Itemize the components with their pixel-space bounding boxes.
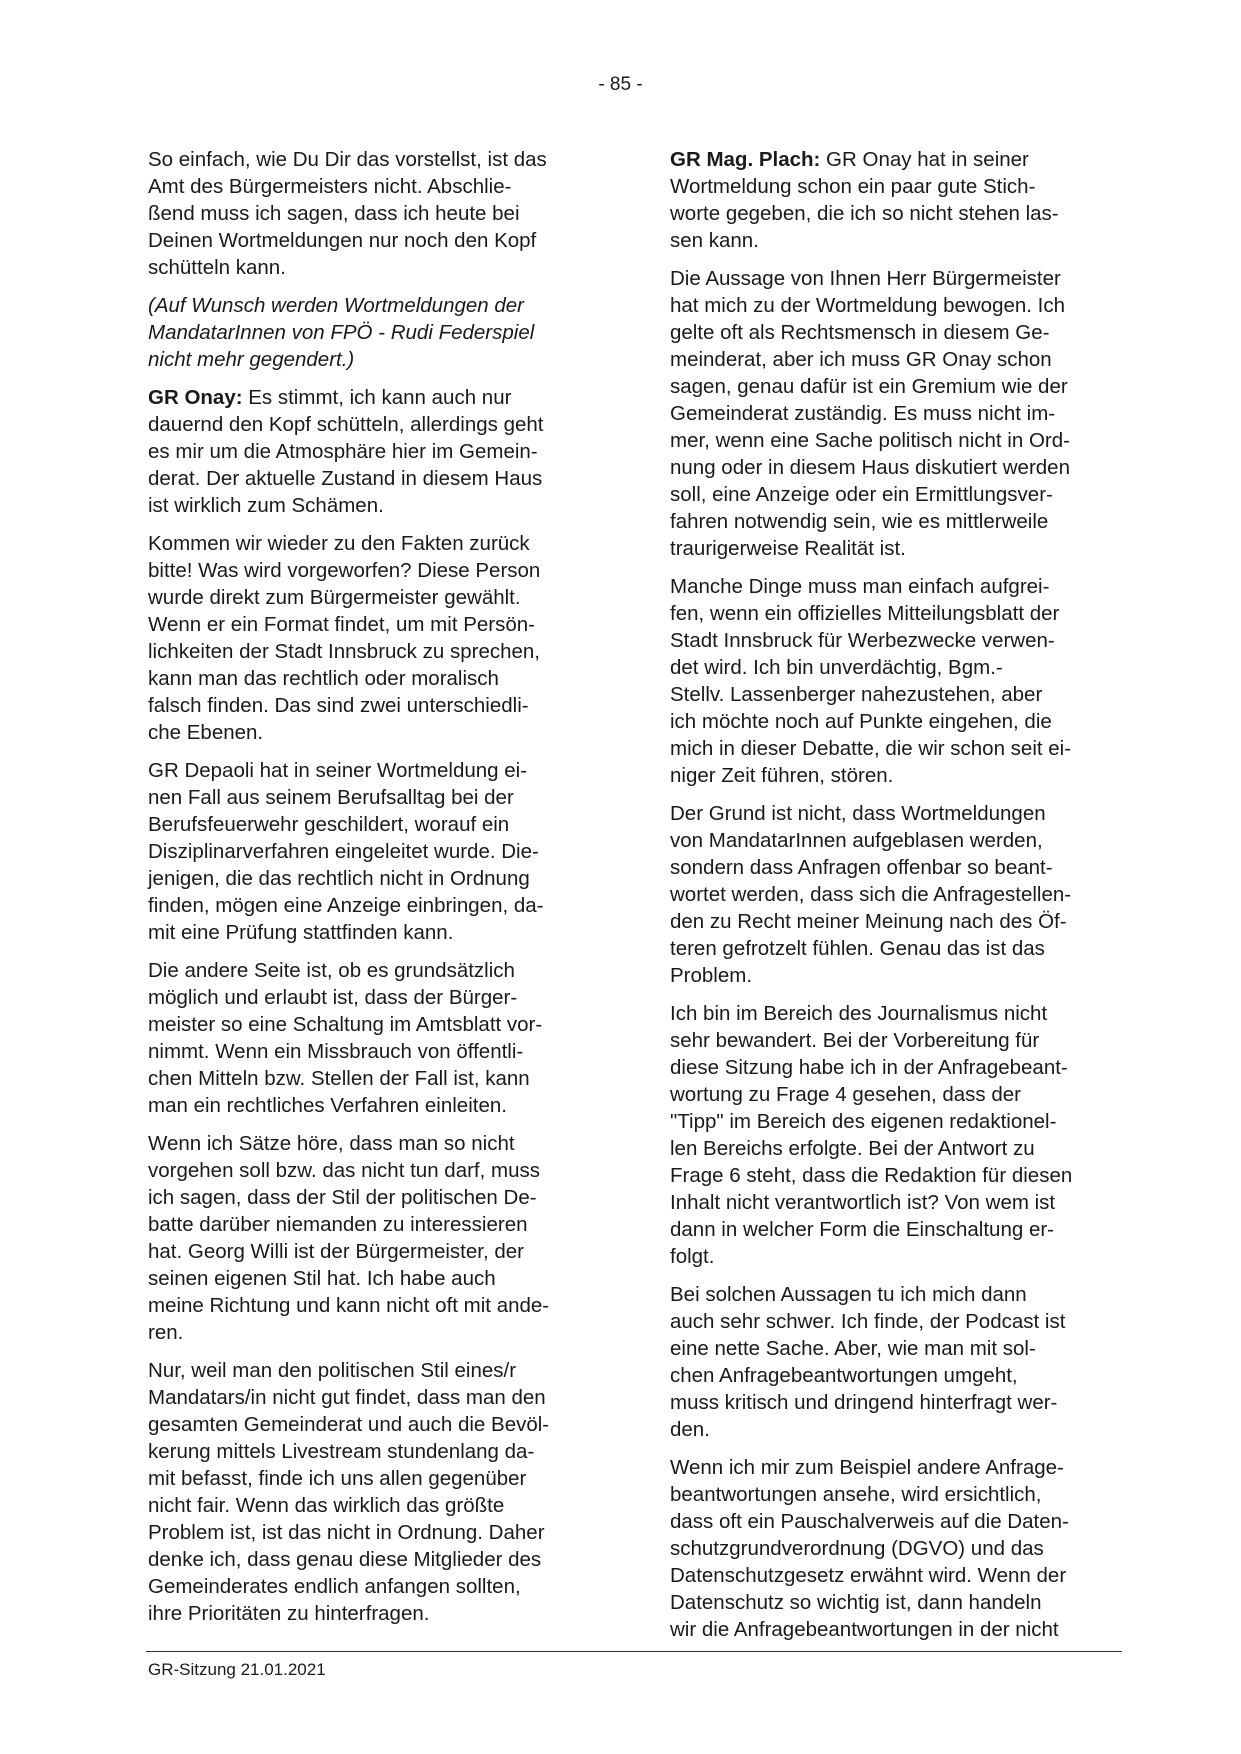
paragraph-text: Nur, weil man den politischen Stil eines/r Mandatars/in nicht gut findet, dass man den gesamten Gemeinderat und auch die Bevöl- kerung mittels Livestream stundenlang da- mit befasst, finde ich uns allen gegenüber nicht fair. Wenn das wirklich das größte Problem ist, ist das nicht in Ordnung. Daher denke ich, dass genau diese Mitglieder des Gemeinderates endlich anfangen sollten, ihre Prioritäten zu hinterfragen.: [148, 1359, 550, 1625]
left-column: [148, 146, 598, 1638]
paragraph-text: Der Grund ist nicht, dass Wortmeldungen von MandatarInnen aufgeblasen werden, sondern dass Anfragen offenbar so beant- wortet werden, dass sich die Anfragestellen- den zu Recht meiner Meinung nach des Öf- teren gefrotzelt fühlen. Genau das ist das Problem.: [670, 802, 1072, 987]
paragraph: [670, 1281, 1120, 1443]
speaker-name: GR Mag. Plach:: [670, 148, 821, 171]
paragraph: [148, 1130, 598, 1346]
paragraph: [148, 384, 598, 519]
paragraph-text: Die Aussage von Ihnen Herr Bürgermeister hat mich zu der Wortmeldung bewogen. Ich gelte oft als Rechtsmensch in diesem Ge- meinderat, aber ich muss GR Onay schon sagen, genau dafür ist ein Gremium wie der Gemeinderat zuständig. Es muss nicht im- mer, wenn eine Sache politisch nicht in Ord- nung oder in diesem Haus diskutiert werden soll, eine Anzeige oder ein Ermittlungsver- fahren notwendig sein, wie es mittlerweile traurigerweise Realität ist.: [670, 267, 1070, 560]
paragraph: [670, 800, 1120, 989]
paragraph: [148, 757, 598, 946]
paragraph-text: So einfach, wie Du Dir das vorstellst, ist das Amt des Bürgermeisters nicht. Abschlie- ßend muss ich sagen, dass ich heute bei Deinen Wortmeldungen nur noch den Kopf schütteln kann.: [148, 148, 547, 279]
paragraph: [148, 530, 598, 746]
paragraph-text: Wenn ich mir zum Beispiel andere Anfrage- beantwortungen ansehe, wird ersichtlich, dass oft ein Pauschalverweis auf die Daten- schutzgrundverordnung (DGVO) und das Datenschutzgesetz erwähnt wird. Wenn der Datenschutz so wichtig ist, dann handeln wir die Anfragebeantwortungen in der nicht: [670, 1456, 1069, 1641]
paragraph: [670, 1000, 1120, 1270]
paragraph-text: Die andere Seite ist, ob es grundsätzlich möglich und erlaubt ist, dass der Bürger- meister so eine Schaltung im Amtsblatt vor- nimmt. Wenn ein Missbrauch von öffentli- chen Mitteln bzw. Stellen der Fall ist, kann man ein rechtliches Verfahren einleiten.: [148, 959, 543, 1117]
footer-divider: [146, 1651, 1122, 1652]
paragraph-text: Kommen wir wieder zu den Fakten zurück bitte! Was wird vorgeworfen? Diese Person wurde direkt zum Bürgermeister gewählt. Wenn er ein Format findet, um mit Persön- lichkeiten der Stadt Innsbruck zu sprechen, kann man das rechtlich oder moralisch falsch finden. Das sind zwei unterschiedli- che Ebenen.: [148, 532, 541, 744]
paragraph-text: Bei solchen Aussagen tu ich mich dann auch sehr schwer. Ich finde, der Podcast ist eine nette Sache. Aber, wie man mit sol- chen Anfragebeantwortungen umgeht, muss kritisch und dringend hinterfragt wer- den.: [670, 1283, 1066, 1441]
page-number: - 85 -: [598, 74, 643, 95]
speaker-name: GR Onay:: [148, 386, 243, 409]
paragraph-text: GR Onay hat in seiner Wortmeldung schon ein paar gute Stich- worte gegeben, die ich so nicht stehen las- sen kann.: [670, 148, 1059, 252]
paragraph-text: GR Depaoli hat in seiner Wortmeldung ei- nen Fall aus seinem Berufsalltag bei der Berufsfeuerwehr geschildert, worauf ein Disziplinarverfahren eingeleitet wurde. Die- jenigen, die das rechtlich nicht in Ordnung finden, mögen eine Anzeige einbringen, da- mit eine Prüfung stattfinden kann.: [148, 759, 544, 944]
paragraph: [148, 957, 598, 1119]
right-column: [670, 146, 1120, 1654]
paragraph-text: Ich bin im Bereich des Journalismus nicht sehr bewandert. Bei der Vorbereitung für diese Sitzung habe ich in der Anfragebeant- wortung zu Frage 4 gesehen, dass der "Tipp" im Bereich des eigenen redaktionel- len Bereichs erfolgte. Bei der Antwort zu Frage 6 steht, dass die Redaktion für diesen Inhalt nicht verantwortlich ist? Von wem ist dann in welcher Form die Einschaltung er- folgt.: [670, 1002, 1073, 1268]
paragraph-text: Wenn ich Sätze höre, dass man so nicht vorgehen soll bzw. das nicht tun darf, muss ich sagen, dass der Stil der politischen De- batte darüber niemanden zu interessieren hat. Georg Willi ist der Bürgermeister, der seinen eigenen Stil hat. Ich habe auch meine Richtung und kann nicht oft mit ande- ren.: [148, 1132, 550, 1344]
paragraph-text: (Auf Wunsch werden Wortmeldungen der MandatarInnen von FPÖ - Rudi Federspiel nicht mehr gegendert.): [148, 294, 535, 371]
paragraph: [148, 1357, 598, 1627]
paragraph: [148, 146, 598, 281]
editorial-note: [148, 292, 598, 373]
paragraph: [670, 265, 1120, 562]
footer-session-date: GR-Sitzung 21.01.2021: [148, 1660, 326, 1679]
paragraph: [670, 573, 1120, 789]
paragraph-text: Es stimmt, ich kann auch nur dauernd den Kopf schütteln, allerdings geht es mir um die Atmosphäre hier im Gemein- derat. Der aktuelle Zustand in diesem Haus ist wirklich zum Schämen.: [148, 386, 544, 517]
paragraph: [670, 1454, 1120, 1643]
paragraph-text: Manche Dinge muss man einfach aufgrei- fen, wenn ein offizielles Mitteilungsblatt der Stadt Innsbruck für Werbezwecke verwen- det wird. Ich bin unverdächtig, Bgm.- Stellv. Lassenberger nahezustehen, aber ich möchte noch auf Punkte eingehen, die mich in dieser Debatte, die wir schon seit ei- niger Zeit führen, stören.: [670, 575, 1072, 787]
paragraph: [670, 146, 1120, 254]
